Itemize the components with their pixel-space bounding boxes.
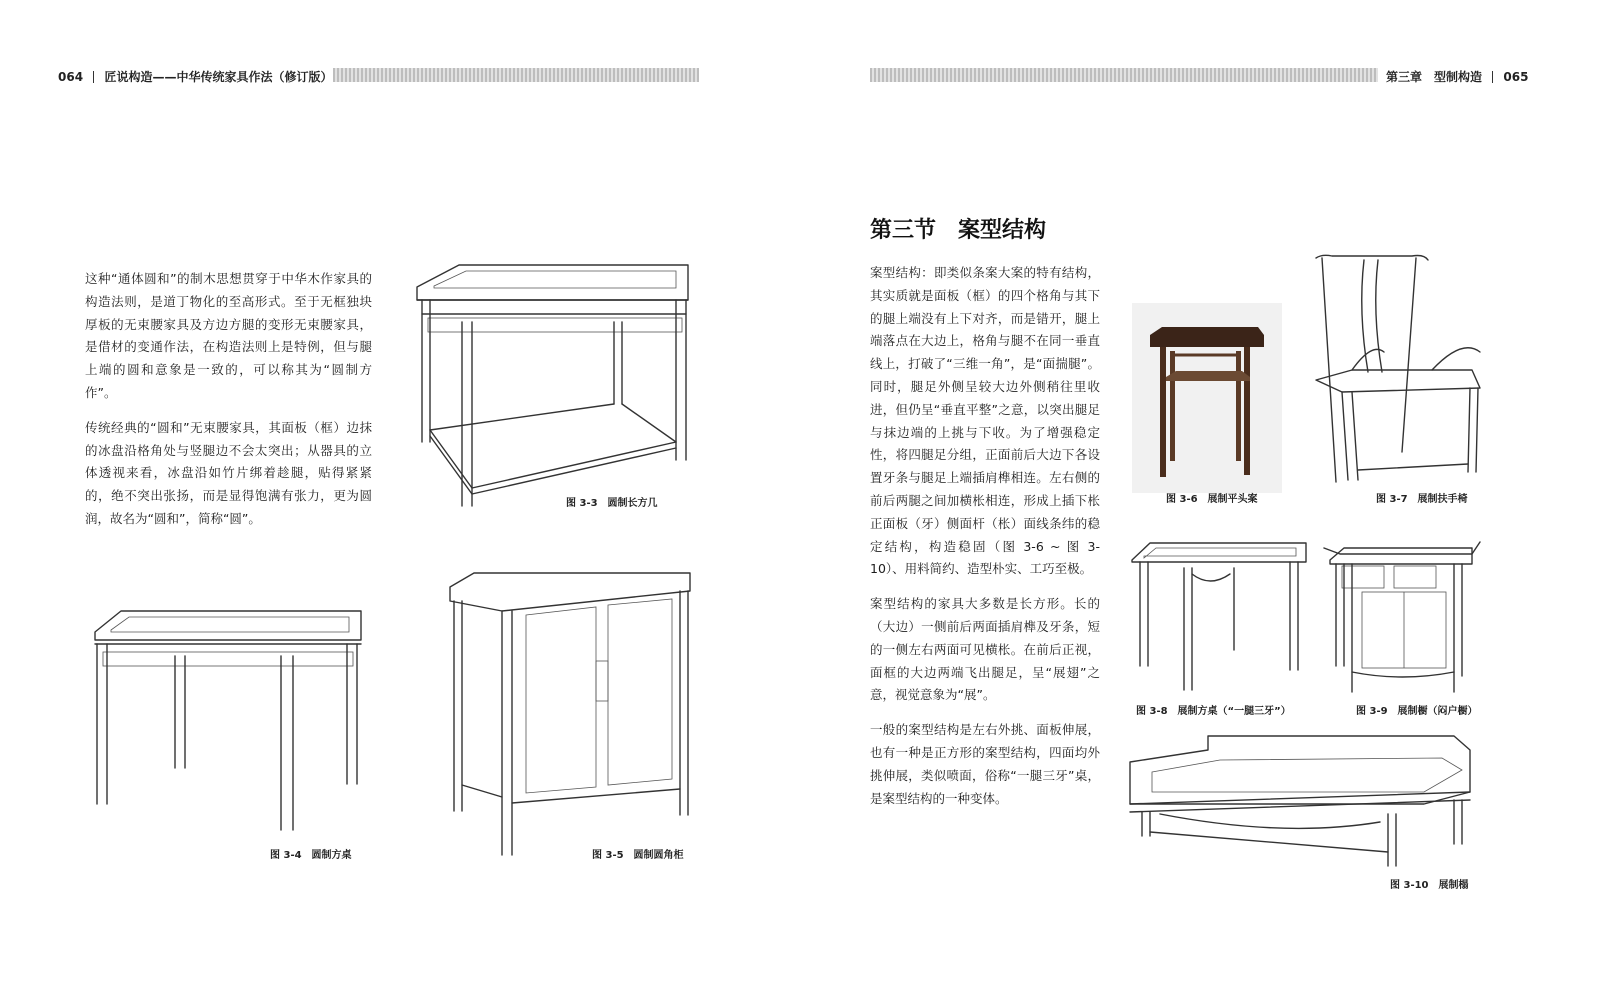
figure-3-5-caption: 图 3-5 圆制圆角柜 [592, 850, 684, 861]
left-page-number: 064 [58, 70, 84, 84]
header-divider [1492, 71, 1493, 83]
figure-3-6-photo [1132, 303, 1282, 493]
right-text-block [870, 262, 1100, 810]
left-page-header [58, 68, 332, 85]
right-header-rule [870, 68, 1378, 82]
figure-3-7-caption: 图 3-7 展制扶手椅 [1376, 494, 1468, 505]
left-paragraph-2: 传统经典的“圆和”无束腰家具，其面板（框）边抹的冰盘沿格角处与竖腿边不会太突出；从器具的立体透视来看，冰盘沿如竹片绑着趁腿，贴得紧紧的，绝不突出张扬，而是显得饱满有张力，更为圆润，故名为“圆和”，简称“圆”。 [85, 419, 372, 526]
left-header-rule [333, 68, 699, 82]
figure-3-9-drawing [1322, 540, 1482, 694]
figure-3-4-caption: 图 3-4 圆制方桌 [270, 850, 352, 861]
figure-3-6-caption: 图 3-6 展制平头案 [1166, 494, 1258, 505]
figure-3-3-drawing [414, 262, 694, 508]
left-running-title: 匠说构造——中华传统家具作法（修订版） [104, 70, 333, 84]
table-photo-illustration [1132, 303, 1282, 493]
figure-3-9-caption: 图 3-9 展制橱（闷户橱） [1356, 706, 1478, 717]
header-divider [93, 71, 94, 83]
figure-3-8-drawing [1130, 540, 1308, 692]
figure-3-4-drawing [93, 608, 365, 833]
figure-3-5-drawing [446, 571, 694, 855]
right-paragraph-3: 一般的案型结构是左右外挑、面板伸展，也有一种是正方形的案型结构，四面均外挑伸展，类似喷面，俗称“一腿三牙”桌，是案型结构的一种变体。 [870, 722, 1100, 806]
figure-3-10-drawing [1124, 732, 1474, 868]
figure-3-10-caption: 图 3-10 展制榻 [1390, 880, 1469, 891]
figure-3-7-drawing [1312, 252, 1484, 484]
right-running-title: 第三章 型制构造 [1386, 70, 1483, 84]
right-paragraph-1: 案型结构：即类似条案大案的特有结构，其实质就是面板（框）的四个格角与其下的腿上端没有上下对齐，而是错开，腿上端落点在大边上，格角与腿不在同一垂直线上，打破了“三维一角”，是“面揣腿”。同时，腿足外侧呈较大边外侧稍往里收进，但仍呈“垂直平整”之意，以突出腿足与抹边端的上挑与下收。为了增强稳定性，将四腿足分组，正面前后大边下各设置牙条与腿足上端插肩榫相连。左右侧的前后两腿之间加横枨相连，形成上插下枨正面板（牙）侧面杆（枨）面线条纬的稳定结构，构造稳固（图 3-6 ~ 图 3-10）、用料简约、造型朴实、工巧至极。 [870, 265, 1100, 577]
figure-3-3-caption: 图 3-3 圆制长方几 [566, 498, 658, 509]
left-text-block [85, 268, 372, 531]
section-title: 第三节 案型结构 [870, 217, 1047, 243]
right-paragraph-2: 案型结构的家具大多数是长方形。长的（大边）一侧前后两面插肩榫及牙条，短的一侧左右两面可见横枨。在前后正视，面框的大边两端飞出腿足，呈“展翅”之意，视觉意象为“展”。 [870, 596, 1100, 703]
right-page-number: 065 [1503, 70, 1529, 84]
figure-3-8-caption: 图 3-8 展制方桌（“一腿三牙”） [1136, 706, 1291, 717]
left-paragraph-1: 这种“通体圆和”的制木思想贯穿于中华木作家具的构造法则，是道丁物化的至高形式。至于无框独块厚板的无束腰家具及方边方腿的变形无束腰家具，是借材的变通作法，在构造法则上是特例，但与腿上端的圆和意象是一致的，可以称其为“圆制方作”。 [85, 271, 372, 400]
right-page-header [1386, 68, 1528, 85]
